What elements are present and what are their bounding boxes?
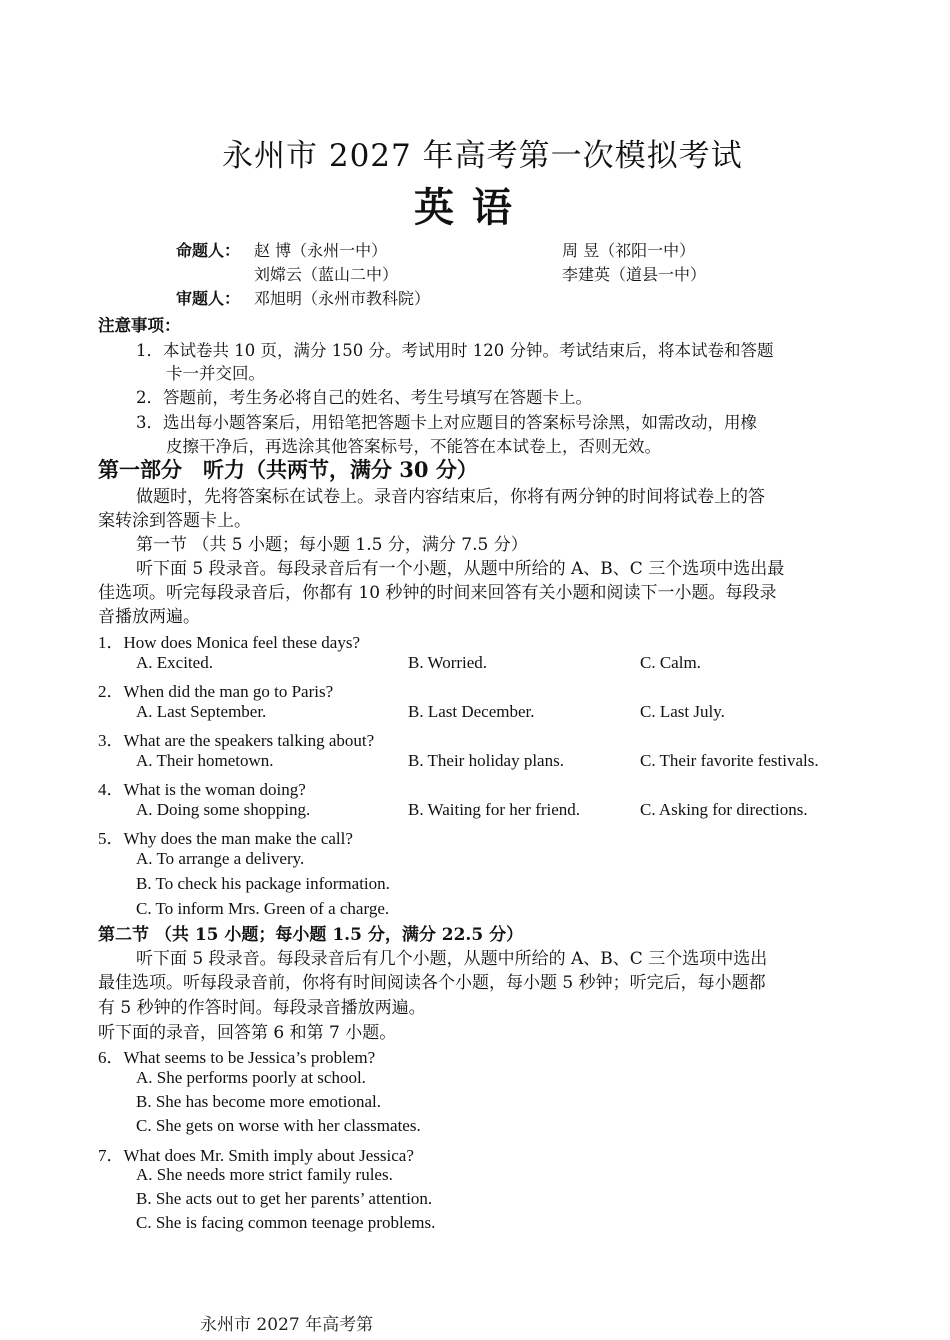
question-stem: 5．Why does the man make the call? bbox=[98, 829, 353, 848]
section1-intro: 听下面 5 段录音。每段录音后有一个小题，从题中所给的 A、B、C 三个选项中选出最 bbox=[136, 559, 785, 579]
option-b: B. Last December. bbox=[408, 702, 535, 721]
note-item-1: 1．本试卷共 10 页，满分 150 分。考试用时 120 分钟。考试结束后，将本试卷和答题 bbox=[136, 341, 774, 360]
note-item-1-cont: 卡一并交回。 bbox=[166, 364, 265, 383]
setter-name-3: 刘嫦云（蓝山二中） bbox=[254, 265, 399, 284]
setter-label: 命题人： bbox=[176, 241, 241, 260]
option-a: A. Doing some shopping. bbox=[136, 800, 311, 819]
section2-intro-cont-1: 最佳选项。听每段录音前，你将有时间阅读各个小题，每小题 5 秒钟；听完后，每小题都 bbox=[98, 973, 766, 993]
question-stem: 7．What does Mr. Smith imply about Jessica? bbox=[98, 1146, 414, 1165]
note-item-3-cont: 皮擦干净后，再选涂其他答案标号，不能答在本试卷上，否则无效。 bbox=[166, 437, 661, 456]
option-c: C. To inform Mrs. Green of a charge. bbox=[136, 899, 390, 918]
reviewer-name: 邓旭明（永州市教科院） bbox=[254, 289, 431, 308]
option-a: A. To arrange a delivery. bbox=[136, 849, 305, 868]
exam-title: 永州市 2027 年高考第一次模拟考试 bbox=[222, 138, 743, 174]
option-a: A. Excited. bbox=[136, 653, 213, 672]
setter-name-4: 李建英（道县一中） bbox=[562, 265, 707, 284]
setter-name-2: 周 昱（祁阳一中） bbox=[562, 241, 696, 260]
question-stem: 3．What are the speakers talking about? bbox=[98, 731, 375, 750]
option-c: C. Calm. bbox=[640, 653, 701, 672]
option-c: C. She gets on worse with her classmates. bbox=[136, 1116, 421, 1135]
question-stem: 6．What seems to be Jessica’s problem? bbox=[98, 1048, 376, 1067]
option-b: B. She acts out to get her parents’ attention. bbox=[136, 1189, 433, 1208]
option-a: A. She performs poorly at school. bbox=[136, 1068, 366, 1087]
option-b: B. Worried. bbox=[408, 653, 488, 672]
option-a: A. Last September. bbox=[136, 702, 267, 721]
part1-heading: 第一部分 听力（共两节，满分 30 分） bbox=[98, 457, 478, 482]
option-b: B. She has become more emotional. bbox=[136, 1092, 382, 1111]
section1-intro-cont-2: 音播放两遍。 bbox=[98, 607, 200, 627]
section2-intro: 听下面 5 段录音。每段录音后有几个小题，从题中所给的 A、B、C 三个选项中选出 bbox=[136, 949, 768, 969]
option-c: C. Their favorite festivals. bbox=[640, 751, 819, 770]
part1-intro: 做题时，先将答案标在试卷上。录音内容结束后，你将有两分钟的时间将试卷上的答 bbox=[136, 487, 765, 507]
option-b: B. Waiting for her friend. bbox=[408, 800, 581, 819]
section2-sub-intro: 听下面的录音，回答第 6 和第 7 小题。 bbox=[98, 1023, 397, 1043]
option-c: C. She is facing common teenage problems. bbox=[136, 1213, 436, 1232]
note-item-2: 2．答题前，考生务必将自己的姓名、考生号填写在答题卡上。 bbox=[136, 388, 592, 407]
question-stem: 4．What is the woman doing? bbox=[98, 780, 306, 799]
question-stem: 2．When did the man go to Paris? bbox=[98, 682, 334, 701]
reviewer-label: 审题人： bbox=[176, 289, 241, 308]
option-b: B. Their holiday plans. bbox=[408, 751, 564, 770]
section2-heading: 第二节 （共 15 小题；每小题 1.5 分，满分 22.5 分） bbox=[98, 925, 524, 945]
notes-heading: 注意事项： bbox=[98, 316, 181, 335]
option-a: A. Their hometown. bbox=[136, 751, 274, 770]
section1-intro-cont-1: 佳选项。听完每段录音后，你都有 10 秒钟的时间来回答有关小题和阅读下一小题。每段录 bbox=[98, 583, 777, 603]
setter-name-1: 赵 博（永州一中） bbox=[254, 241, 388, 260]
section2-intro-cont-2: 有 5 秒钟的作答时间。每段录音播放两遍。 bbox=[98, 998, 426, 1018]
option-c: C. Last July. bbox=[640, 702, 725, 721]
option-a: A. She needs more strict family rules. bbox=[136, 1165, 393, 1184]
option-b: B. To check his package information. bbox=[136, 874, 390, 893]
option-c: C. Asking for directions. bbox=[640, 800, 808, 819]
note-item-3: 3．选出每小题答案后，用铅笔把答题卡上对应题目的答案标号涂黑，如需改动，用橡 bbox=[136, 413, 757, 432]
question-stem: 1．How does Monica feel these days? bbox=[98, 633, 361, 652]
part1-intro-cont: 案转涂到答题卡上。 bbox=[98, 511, 251, 531]
subject-title: 英 语 bbox=[414, 184, 514, 231]
section1-heading: 第一节 （共 5 小题；每小题 1.5 分，满分 7.5 分） bbox=[136, 535, 528, 555]
page-footer: 永州市 2027 年高考第 bbox=[200, 1315, 374, 1335]
